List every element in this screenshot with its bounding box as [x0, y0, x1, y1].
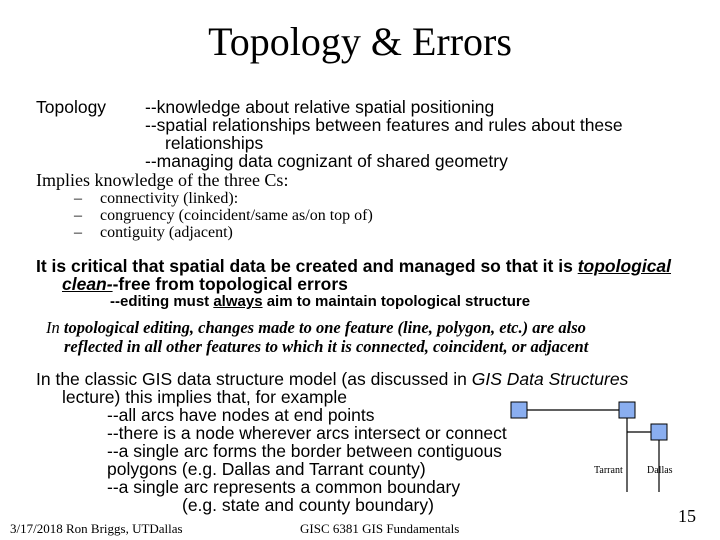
classic-item-1: --all arcs have nodes at end points — [107, 405, 375, 425]
topology-line-1: --knowledge about relative spatial positioning — [145, 97, 495, 117]
topology-line-2: --spatial relationships between features and rules about these — [145, 115, 623, 135]
critical-line-2-text: -free from topological errors — [112, 274, 348, 294]
critical-topological-emphasis: topological — [577, 256, 672, 276]
classic-item-4: polygons (e.g. Dallas and Tarrant county) — [107, 459, 426, 479]
classic-line-1-text: In the classic GIS data structure model (as discussed in — [36, 369, 472, 389]
critical-clean-emphasis: clean- — [62, 274, 113, 294]
classic-item-6: (e.g. state and county boundary) — [182, 495, 434, 515]
classic-item-2: --there is a node wherever arcs intersect or connect — [107, 423, 507, 443]
classic-item-5: --a single arc represents a common boundary — [107, 477, 461, 497]
footer-course: GISC 6381 GIS Fundamentals — [300, 521, 460, 536]
implies-item-2: congruency (coincident/same as/on top of) — [100, 207, 373, 224]
editing-must-post: aim to maintain topological structure — [262, 293, 531, 310]
label-tarrant: Tarrant — [594, 465, 623, 476]
bullet-1: – — [74, 190, 82, 207]
node-right — [651, 424, 667, 440]
implies-item-3: contiguity (adjacent) — [100, 224, 233, 241]
classic-item-3: --a single arc forms the border between contiguous — [107, 441, 502, 461]
editing-line-2: reflected in all other features to which it is connected, coincident, or adjacent — [64, 337, 589, 356]
classic-gis-data-structures: GIS Data Structures — [471, 369, 629, 389]
implies-heading: Implies knowledge of the three Cs: — [36, 170, 289, 190]
editing-must-pre: --editing must — [110, 293, 214, 310]
bullet-3: – — [74, 224, 82, 241]
classic-line-2: lecture) this implies that, for example — [62, 387, 347, 407]
critical-line-1-text: It is critical that spatial data be created and managed so that it is — [36, 256, 578, 276]
topology-line-3: relationships — [165, 133, 264, 153]
footer-date-author: 3/17/2018 Ron Briggs, UTDallas — [10, 521, 183, 536]
implies-item-1: connectivity (linked): — [100, 190, 239, 207]
label-dallas: Dallas — [647, 465, 673, 476]
topology-line-4: --managing data cognizant of shared geometry — [145, 151, 508, 171]
editing-line-1-lead: In — [46, 318, 64, 337]
page-number: 15 — [678, 506, 696, 526]
node-left — [511, 402, 527, 418]
bullet-2: – — [74, 207, 82, 224]
editing-always-emphasis: always — [213, 293, 263, 310]
node-top — [619, 402, 635, 418]
slide-title: Topology & Errors — [208, 19, 512, 64]
editing-line-1-text: topological editing, changes made to one feature (line, polygon, etc.) are also — [63, 318, 586, 337]
topology-label: Topology — [36, 97, 107, 117]
